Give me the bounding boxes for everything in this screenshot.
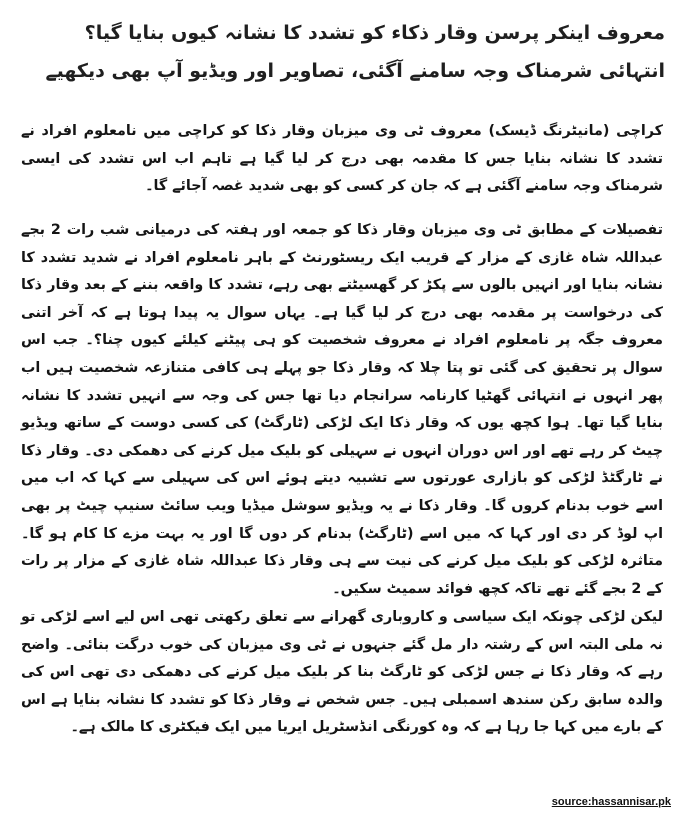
source-link[interactable]: source:hassannisar.pk <box>551 796 671 808</box>
article-headline: معروف اینکر پرسن وقار ذکاء کو تشدد کا نشانہ کیوں بنایا گیا؟ انتہائی شرمناک وجہ سامنے آگئی، تصاویر اور ویڈیو آپ بھی دیکھیے <box>45 22 665 82</box>
article-paragraph-intro: کراچی (مانیٹرنگ ڈیسک) معروف ٹی وی میزبان وقار ذکا کو کراچی میں نامعلوم افراد نے تشدد کا نشانہ بنایا جس کا مقدمہ بھی درج کر لیا گیا ہے تاہم اب اس تشدد کی ایسی شرمناک وجہ سامنے آگئی ہے کہ جان کر کسی کو بھی شدید غصہ آجائے گا۔ <box>21 123 663 195</box>
article-paragraph-conclusion: لیکن لڑکی چونکہ ایک سیاسی و کاروباری گھرانے سے تعلق رکھتی تھی اس لیے اسے لڑکی تو نہ ملی البتہ اس کے رشتہ دار مل گئے جنہوں نے ٹی وی میزبان کی خوب درگت بنائی۔ واضح رہے کہ وقار ذکا نے جس لڑکی کو ٹارگٹ بنا کر بلیک میل کرنے کی دھمکی دی تھی اس کی والدہ سابق رکن سندھ اسمبلی ہیں۔ جس شخص نے وقار ذکا کو تشدد کا نشانہ بنایا ہے اس کے بارے میں کہا جا رہا ہے کہ وہ کورنگی انڈسٹریل ایریا میں ایک فیکٹری کا مالک ہے۔ <box>21 609 663 736</box>
article-paragraph-details: تفصیلات کے مطابق ٹی وی میزبان وقار ذکا کو جمعہ اور ہفتہ کی درمیانی شب رات 2 بجے عبداللہ شاہ غازی کے مزار کے قریب ایک ریسٹورنٹ کے باہر نامعلوم افراد نے شدید تشدد کا نشانہ بنایا اور انہیں بالوں سے پکڑ کر گھسیٹتے بھی رہے، تشدد کا واقعہ بننے کے بعد وقار ذکا کی درخواست پر مقدمہ بھی درج کر لیا گیا ہے۔ یہاں سوال یہ پیدا ہوتا ہے کہ آخر اتنی معروف جگہ پر نامعلوم افراد نے معروف شخصیت کو ہی پیٹنے کیلئے کیوں چنا؟۔ جب اس سوال پر تحقیق کی گئی تو پتا چلا کہ وقار ذکا جو پہلے ہی کافی متنازعہ شخصیت ہیں اب پھر انہوں نے انتہائی گھٹیا کارنامہ سرانجام دیا تھا جس کی وجہ سے انہیں تشدد کا نشانہ بنایا گیا تھا۔ ہوا کچھ یوں کہ وقار ذکا ایک لڑکی (ٹارگٹ) کی کسی دوست کے ساتھ ویڈیو چیٹ کر رہے تھے اور اس دوران انہوں نے سہیلی کو بلیک میل کرنے کی دھمکی دی۔ وقار ذکا نے ٹارگٹڈ لڑکی کو بازاری عورتوں سے تشبیہ دیتے ہوئے اس کی سہیلی سے کہا کہ اب میں اسے خوب بدنام کروں گا۔ وقار ذکا نے یہ ویڈیو سوشل میڈیا ویب سائٹ سنیپ چیٹ پر بھی اپ لوڈ کر دی اور کہا کہ میں اسے (ٹارگٹ) بدنام کر دوں گا اور یہ بہت مزے کا کام ہو گا۔ متاثرہ لڑکی کو بلیک میل کرنے کی نیت سے ہی وقار ذکا عبداللہ شاہ غازی کے مزار پر رات کے 2 بجے گئے تھے تاکہ کچھ فوائد سمیٹ سکیں۔ <box>21 222 663 597</box>
